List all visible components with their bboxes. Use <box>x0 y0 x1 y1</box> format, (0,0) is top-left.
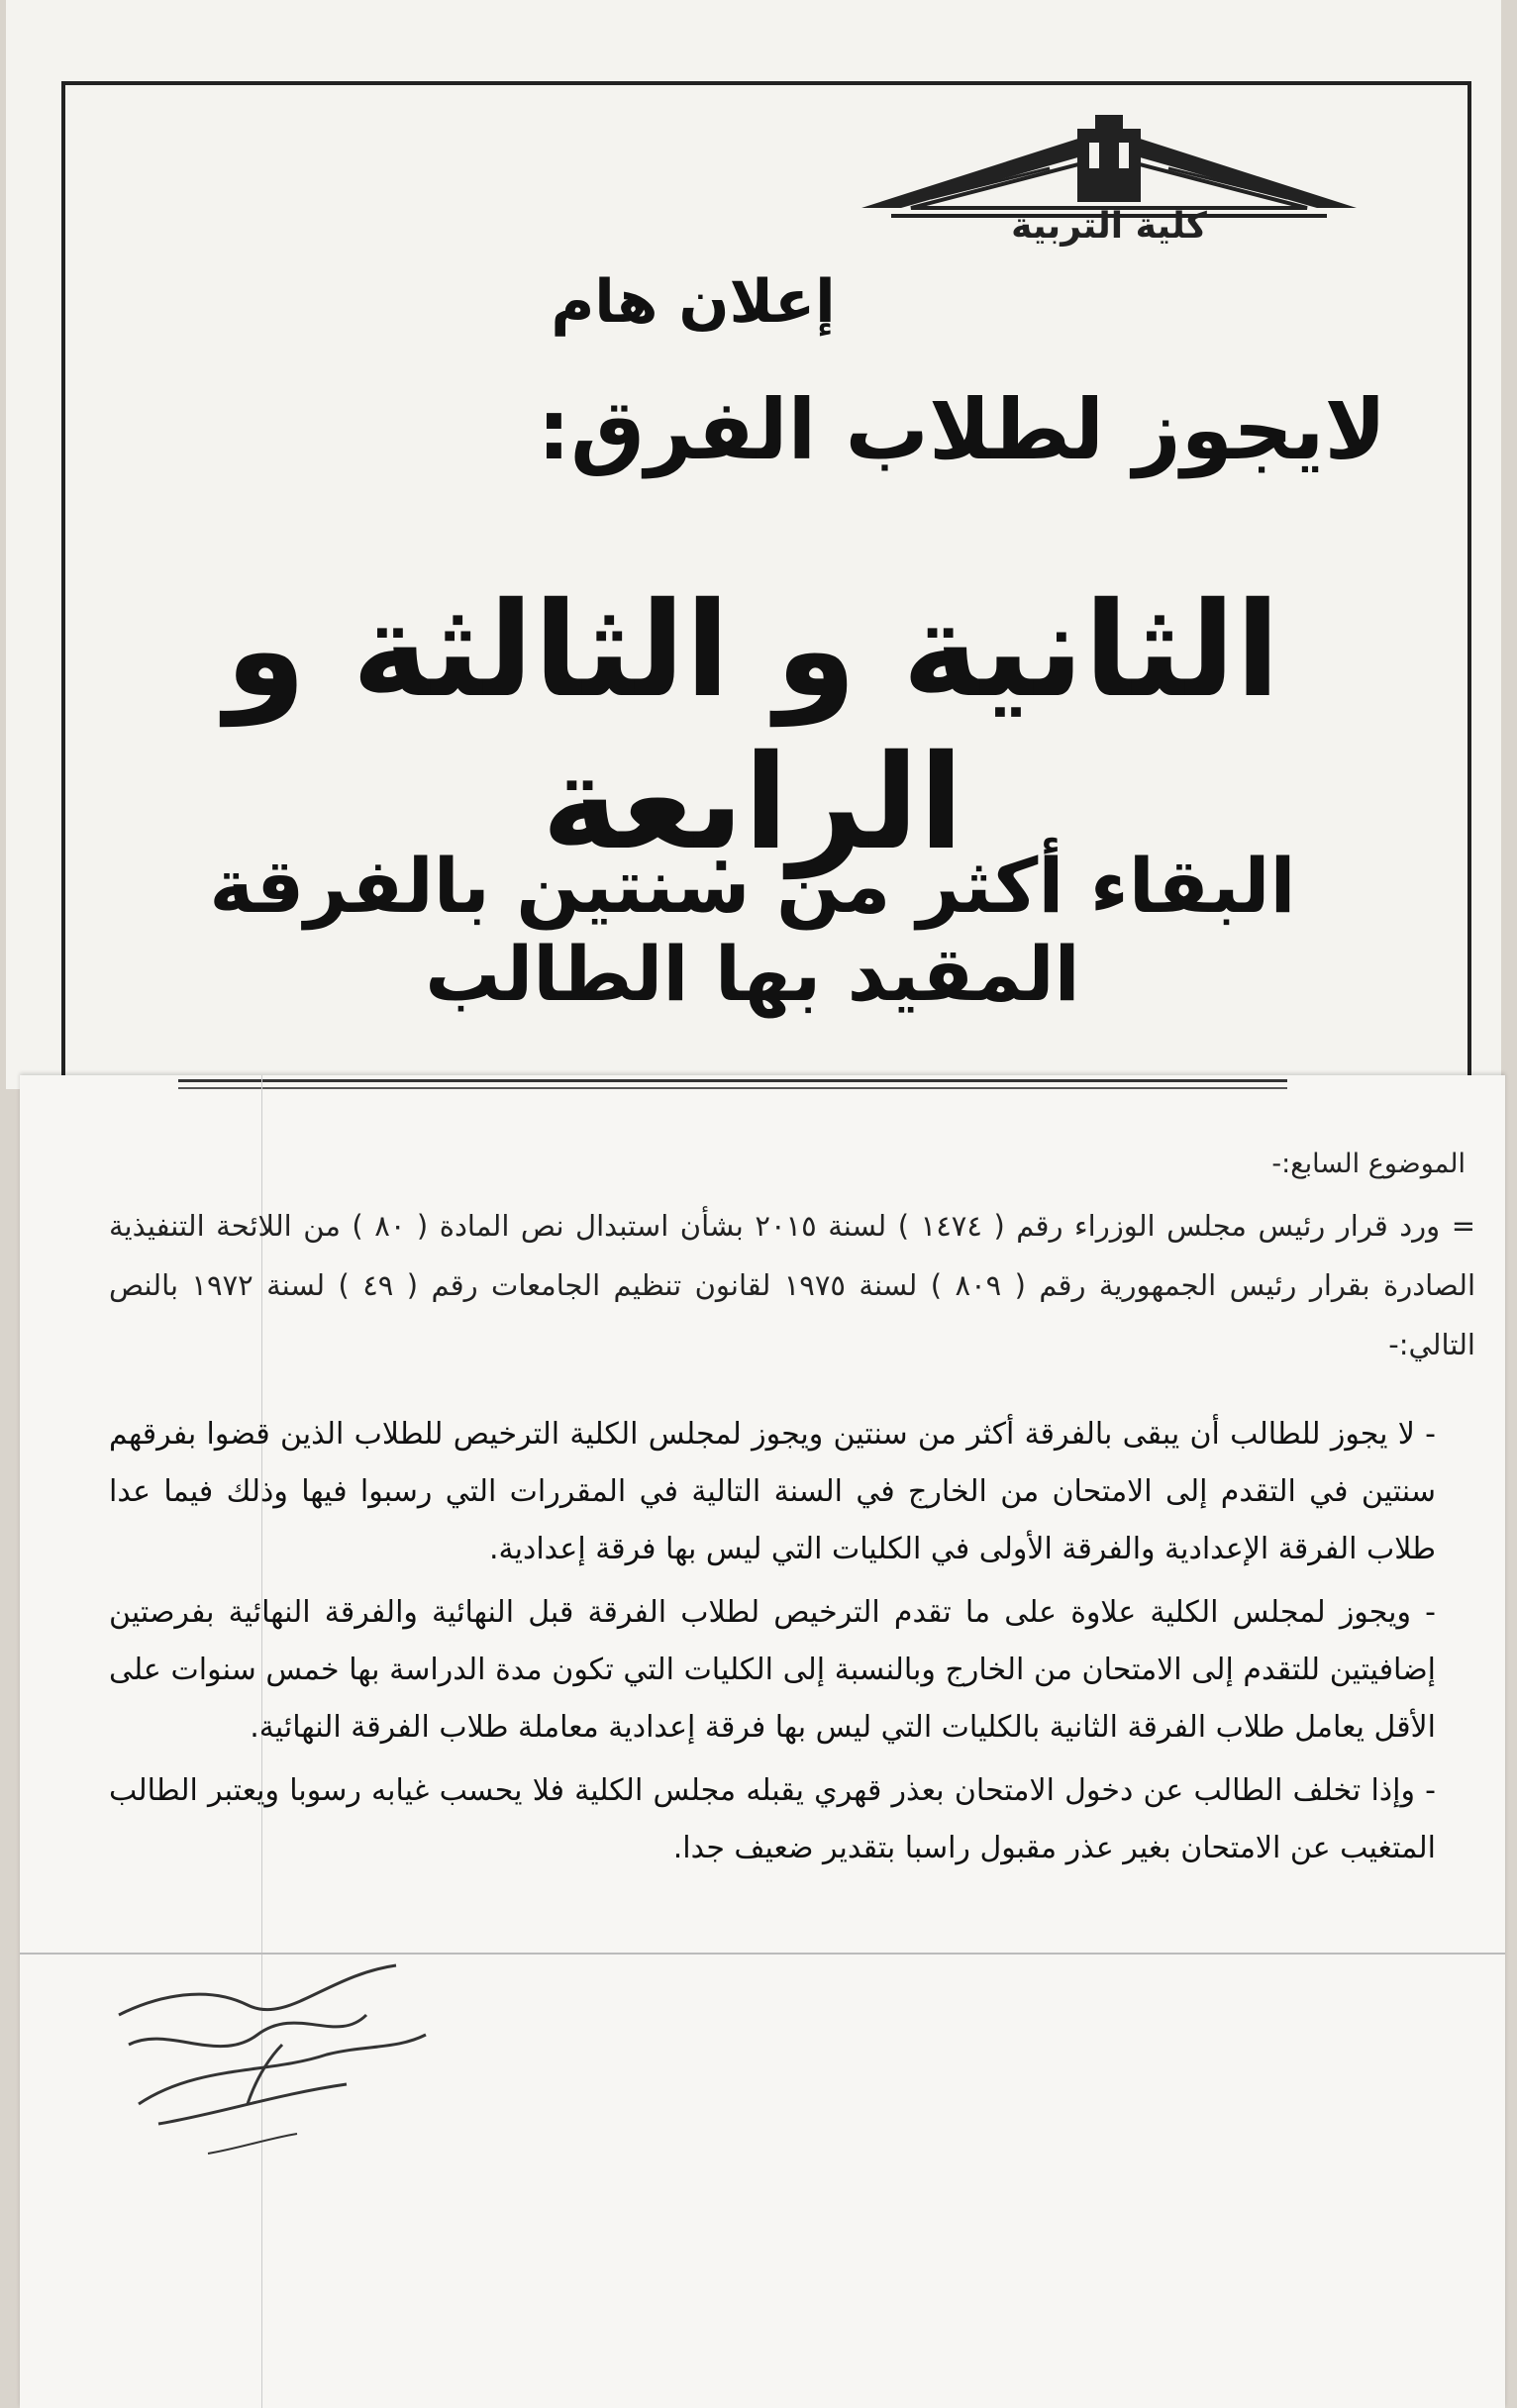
decree-item-2: - ويجوز لمجلس الكلية علاوة على ما تقدم الترخيص لطلاب الفرقة قبل النهائية والفرقة النهائية بفرصتين إضافيتين للتقدم إلى الامتحان من الخارج وبالنسبة إلى الكليات التي تكون مدة الدراسة بها خمس سنوات على الأقل يعامل طلاب الفرقة الثانية بالكليات التي ليس بها فرقة إعدادية معاملة طلاب الفرقة النهائية. <box>109 1595 1436 1745</box>
notice-line-2: الثانية و الثالثة و الرابعة <box>225 574 1280 879</box>
divider-bottom <box>178 1087 1287 1089</box>
notice-line-1: لايجوز لطلاب الفرق: <box>537 381 1386 478</box>
logo-caption: كلية التربية <box>1011 206 1207 247</box>
decree-item-1: - لا يجوز للطالب أن يبقى بالفرقة أكثر من سنتين ويجوز لمجلس الكلية الترخيص للطلاب الذين قضوا بفرقهم سنتين في التقدم إلى الامتحان من الخارج في السنة التالية في المقررات التي رسبوا فيها وذلك فيما عدا طلاب الفرقة الإعدادية والفرقة الأولى في الكليات التي ليس بها فرقة إعدادية. <box>109 1417 1436 1566</box>
subject-label: الموضوع السابع:- <box>1271 1149 1466 1179</box>
notice-line-3: البقاء أكثر من سنتين بالفرقة المقيد بها الطالب <box>209 842 1296 1018</box>
fold-line-horizontal <box>20 1953 1505 1955</box>
handwritten-signature <box>99 1956 455 2183</box>
divider-top <box>178 1079 1287 1082</box>
announcement-title: إعلان هام <box>551 267 836 337</box>
decree-intro: = ورد قرار رئيس مجلس الوزراء رقم ( ١٤٧٤ ) لسنة ٢٠١٥ بشأن استبدال نص المادة ( ٨٠ ) من اللائحة التنفيذية الصادرة بقرار رئيس الجمهورية رقم ( ٨٠٩ ) لسنة ١٩٧٥ لقانون تنظيم الجامعات رقم ( ٤٩ ) لسنة ١٩٧٢ بالنص التالي:- <box>109 1209 1476 1361</box>
decree-items <box>109 1406 1436 1883</box>
decree-item-3: - وإذا تخلف الطالب عن دخول الامتحان بعذر قهري يقبله مجلس الكلية فلا يحسب غيابه رسوبا ويعتبر الطالب المتغيب عن الامتحان بغير عذر مقبول راسبا بتقدير ضعيف جدا. <box>109 1773 1436 1865</box>
